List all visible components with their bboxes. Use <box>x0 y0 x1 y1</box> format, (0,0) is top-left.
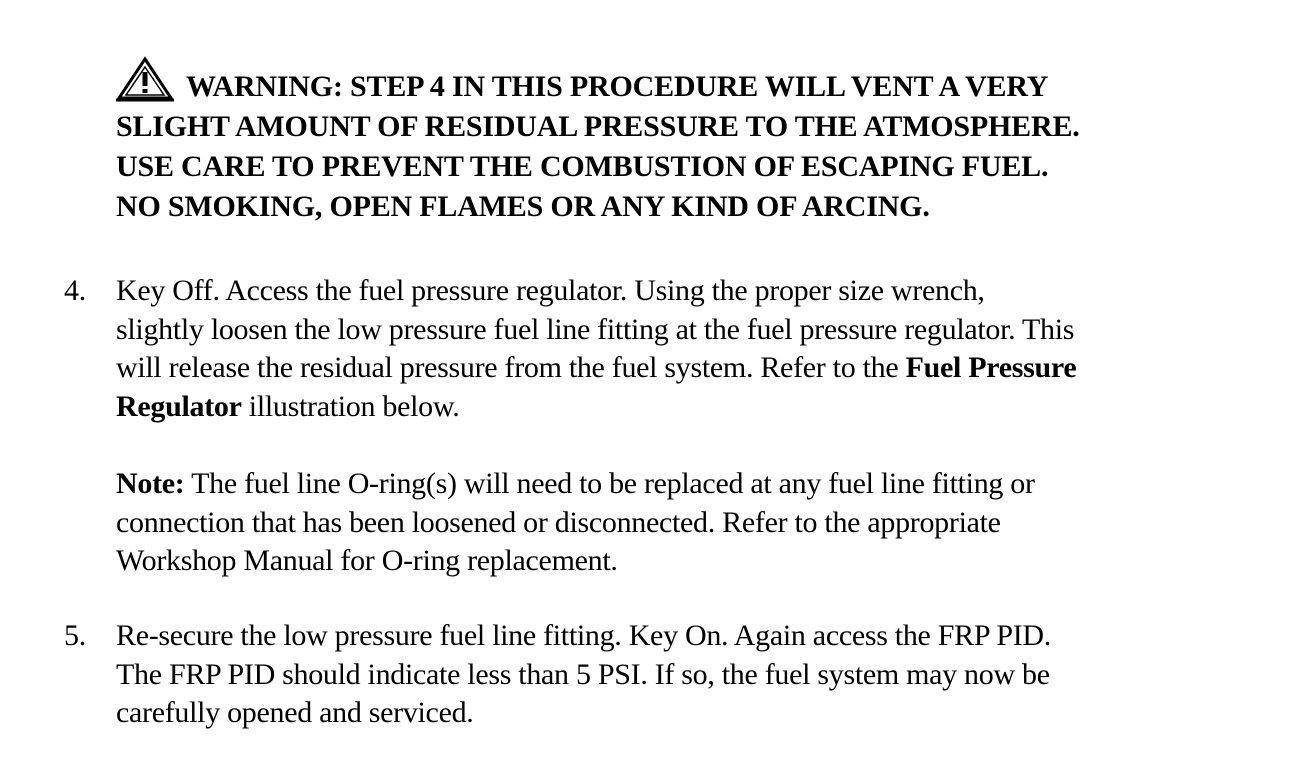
warning-line-4: NO SMOKING, OPEN FLAMES OR ANY KIND OF ARCING. <box>116 190 930 223</box>
warning-line-2: SLIGHT AMOUNT OF RESIDUAL PRESSURE TO THE ATMOSPHERE. <box>116 110 1080 143</box>
step-5-number: 5. <box>64 619 86 652</box>
warning-line-1 <box>116 56 1266 107</box>
step-4-line-2: slightly loosen the low pressure fuel line fitting at the fuel pressure regulator. This <box>116 312 1075 346</box>
note-line-2: connection that has been loosened or disconnected. Refer to the appropriate <box>116 505 1001 539</box>
step-4-line-3 <box>116 349 1254 388</box>
warning-triangle-icon <box>116 56 174 102</box>
step-5-line-1: Re-secure the low pressure fuel line fitting. Key On. Again access the FRP PID. <box>116 619 1051 652</box>
step-4-body <box>116 272 1254 426</box>
step-4-line-4 <box>116 388 1254 427</box>
step-4-line-3-text: will release the residual pressure from the fuel system. Refer to the <box>116 351 906 384</box>
note-line-1-text: The fuel line O-ring(s) will need to be replaced at any fuel line fitting or <box>184 467 1035 500</box>
warning-line-3: USE CARE TO PREVENT THE COMBUSTION OF ESCAPING FUEL. <box>116 150 1049 183</box>
step-5-body <box>116 617 1254 733</box>
note-label: Note: <box>116 467 185 500</box>
step-4-line-4-text: illustration below. <box>241 389 460 423</box>
warning-text-1: WARNING: STEP 4 IN THIS PROCEDURE WILL VENT A VERY <box>186 70 1049 103</box>
step-5-line-2: The FRP PID should indicate less than 5 PSI. If so, the fuel system may now be <box>116 657 1050 691</box>
note-line-1 <box>116 465 1254 504</box>
step-4-line-1: Key Off. Access the fuel pressure regulator. Using the proper size wrench, <box>116 274 985 307</box>
step-5-line-3: carefully opened and serviced. <box>116 696 474 729</box>
regulator-bold: Regulator <box>116 389 242 423</box>
warning-block <box>116 56 1266 227</box>
note-block <box>116 465 1254 581</box>
step-4-number: 4. <box>64 274 86 307</box>
fuel-pressure-bold: Fuel Pressure <box>905 351 1077 384</box>
note-line-3: Workshop Manual for O-ring replacement. <box>116 544 618 577</box>
